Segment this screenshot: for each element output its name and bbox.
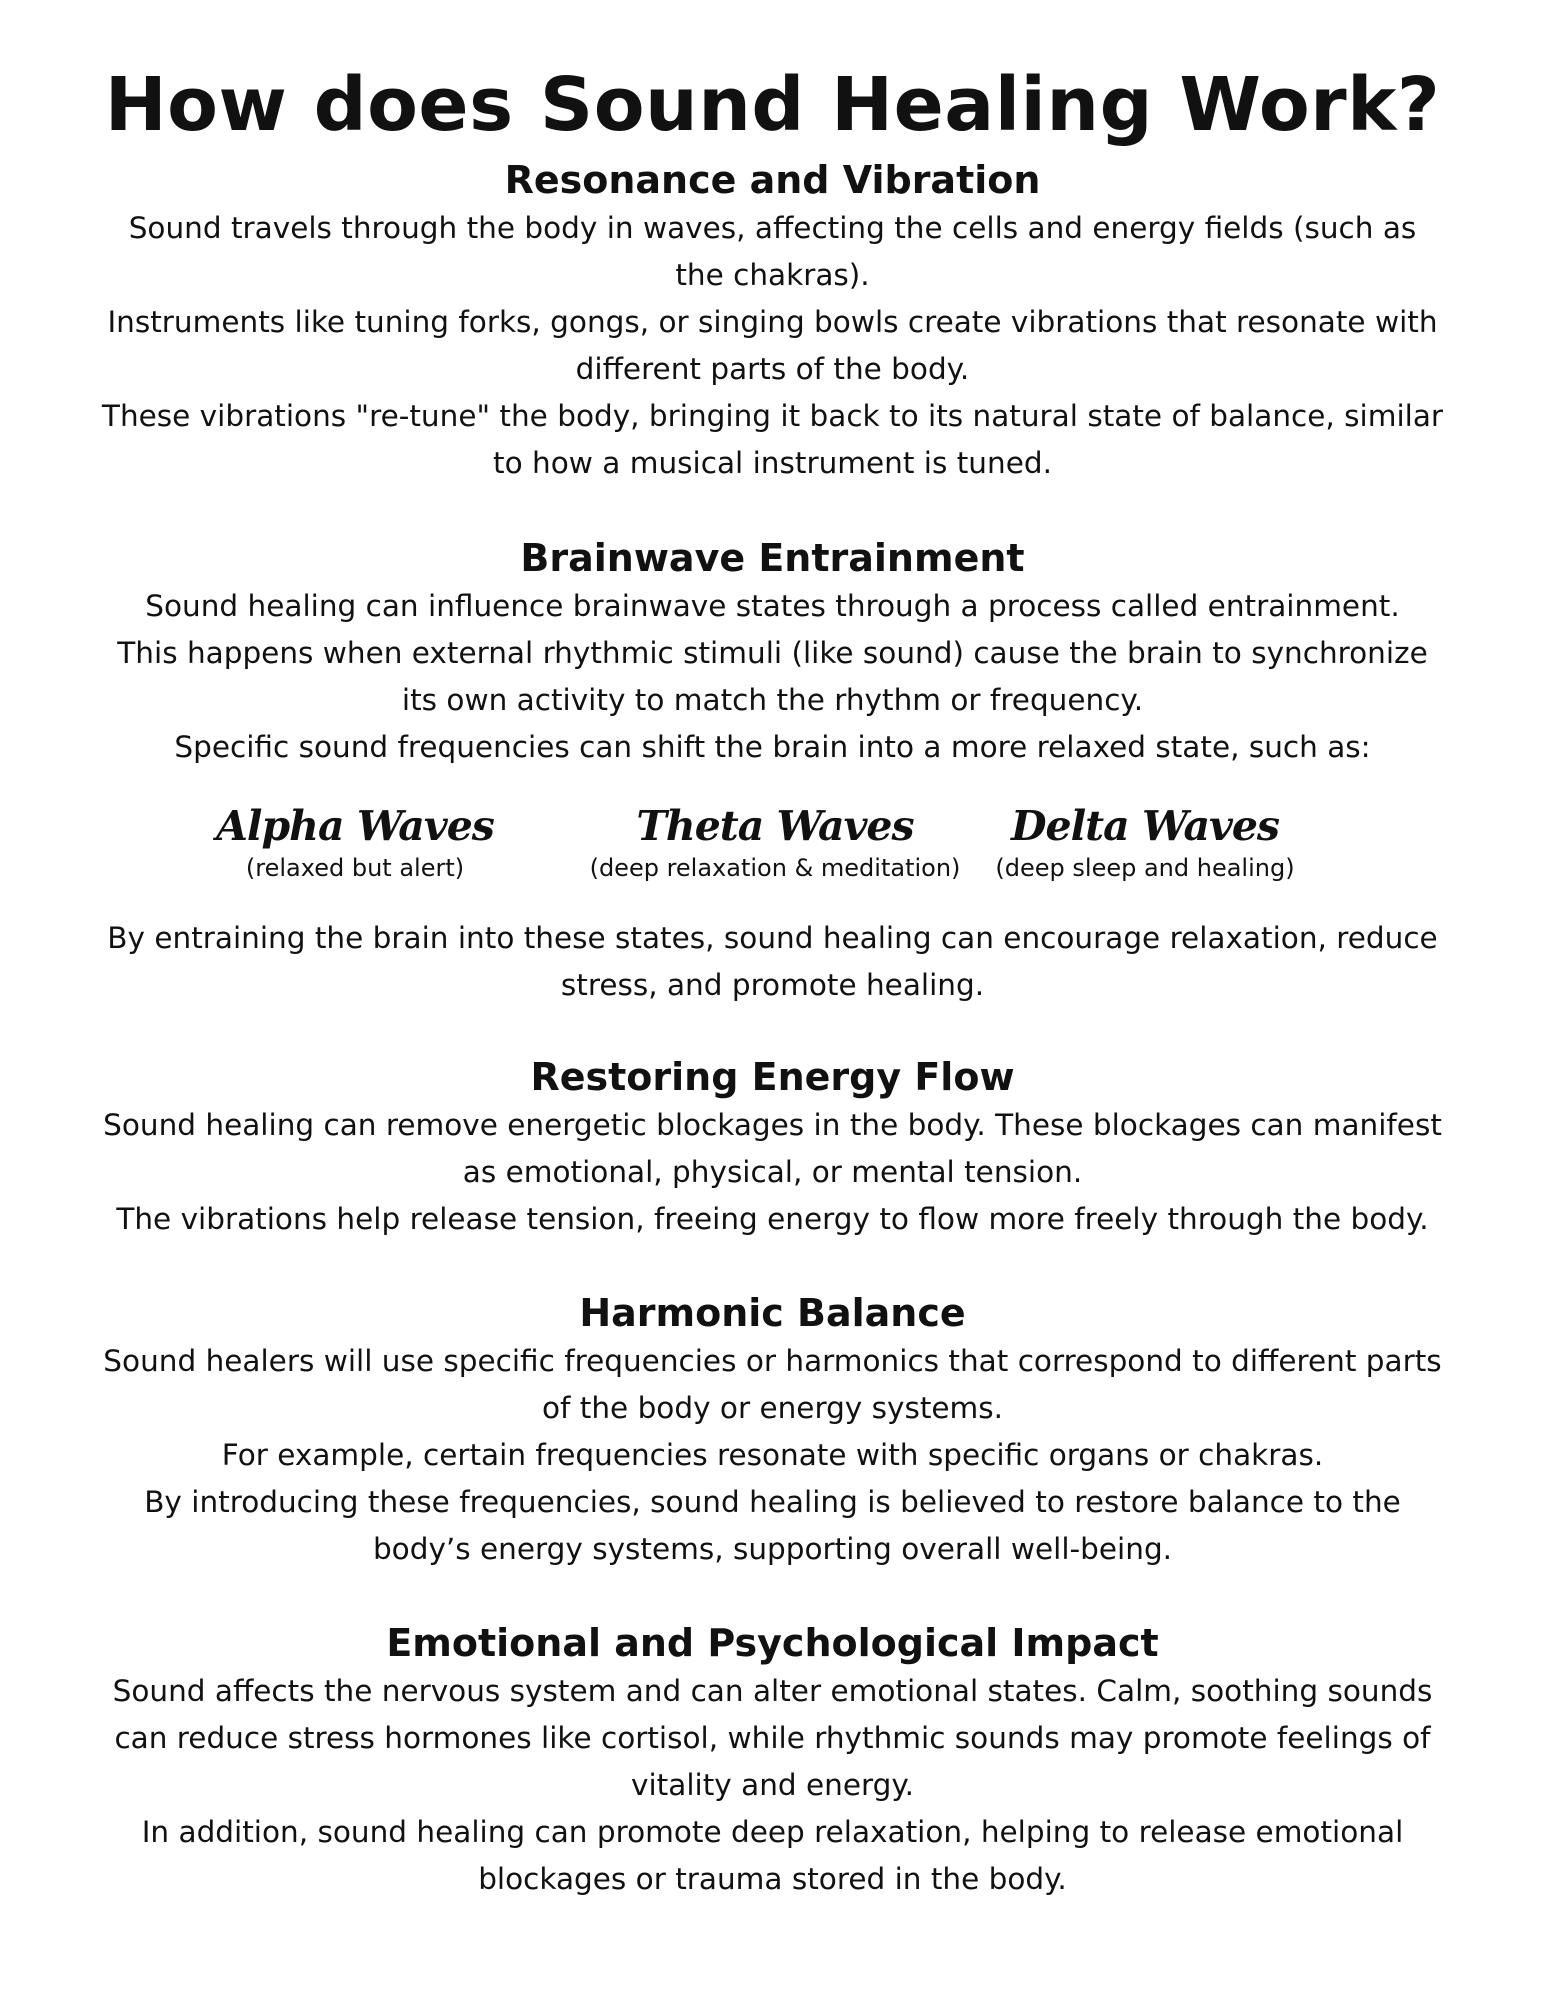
section-restoring-energy-flow	[100, 1052, 1445, 1243]
wave-description: (deep sleep and healing)	[995, 854, 1295, 882]
section-paragraph: These vibrations "re-tune" the body, bringing it back to its natural state of balance, similar to how a musical instrument is tuned.	[101, 399, 1444, 480]
wave-delta	[935, 800, 1355, 884]
brainwave-closing	[100, 915, 1445, 1009]
section-paragraph: By introducing these frequencies, sound healing is believed to restore balance to the body’s energy systems, supporting overall well-being.	[144, 1485, 1401, 1566]
section-heading: Emotional and Psychological Impact	[386, 1621, 1159, 1665]
brainwave-types	[0, 800, 1545, 900]
wave-description: (deep relaxation & meditation)	[589, 854, 961, 882]
wave-theta	[565, 800, 985, 884]
section-paragraph: For example, certain frequencies resonate with specific organs or chakras.	[221, 1438, 1324, 1472]
section-paragraph: The vibrations help release tension, freeing energy to flow more freely through the body.	[116, 1202, 1429, 1236]
section-heading: Brainwave Entrainment	[520, 536, 1025, 580]
section-brainwave-entrainment	[100, 533, 1445, 771]
wave-alpha	[145, 800, 565, 884]
section-paragraph: Sound affects the nervous system and can alter emotional states. Calm, soothing sounds can reduce stress hormones like cortisol, while rhythmic sounds may promote feelings of vitality and energy.	[112, 1674, 1433, 1802]
section-paragraph: Sound healers will use specific frequencies or harmonics that correspond to different parts of the body or energy systems.	[103, 1344, 1442, 1425]
section-paragraph: Sound travels through the body in waves, affecting the cells and energy fields (such as the chakras).	[128, 211, 1417, 292]
section-emotional-psychological-impact	[100, 1618, 1445, 1903]
section-paragraph: This happens when external rhythmic stimuli (like sound) cause the brain to synchronize its own activity to match the rhythm or frequency.	[117, 636, 1428, 717]
section-paragraph: Instruments like tuning forks, gongs, or singing bowls create vibrations that resonate with different parts of the body.	[107, 305, 1438, 386]
wave-name: Alpha Waves	[216, 802, 494, 850]
wave-name: Delta Waves	[1010, 802, 1280, 850]
section-paragraph: Specific sound frequencies can shift the brain into a more relaxed state, such as:	[174, 730, 1371, 764]
section-heading: Resonance and Vibration	[504, 158, 1041, 202]
section-harmonic-balance	[100, 1288, 1445, 1573]
section-paragraph: Sound healing can remove energetic blockages in the body. These blockages can manifest as emotional, physical, or mental tension.	[103, 1108, 1442, 1189]
section-heading: Restoring Energy Flow	[530, 1055, 1015, 1099]
wave-name: Theta Waves	[636, 802, 914, 850]
section-heading: Harmonic Balance	[579, 1291, 966, 1335]
section-paragraph: In addition, sound healing can promote deep relaxation, helping to release emotional blockages or trauma stored in the body.	[141, 1815, 1404, 1896]
section-resonance-vibration	[100, 155, 1445, 487]
section-paragraph: Sound healing can influence brainwave states through a process called entrainment.	[145, 589, 1400, 623]
wave-description: (relaxed but alert)	[245, 854, 465, 882]
section-paragraph: By entraining the brain into these states, sound healing can encourage relaxation, reduce stress, and promote healing.	[107, 921, 1438, 1002]
page-title: How does Sound Healing Work?	[104, 62, 1441, 148]
